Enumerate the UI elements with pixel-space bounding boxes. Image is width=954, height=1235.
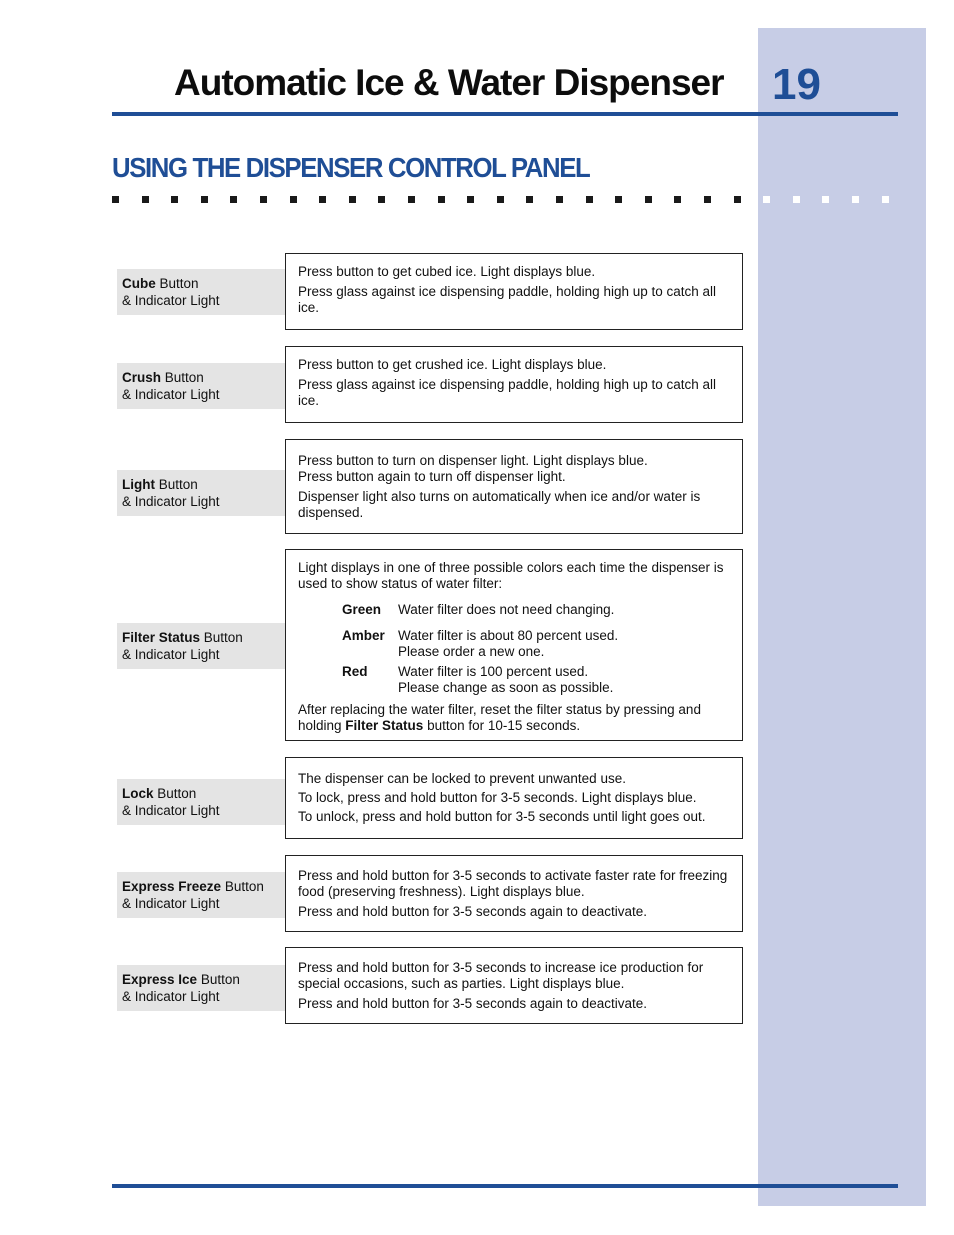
divider-dot: [556, 196, 563, 203]
description-line: To lock, press and hold button for 3-5 seconds. Light displays blue.: [298, 790, 697, 805]
description-line: Press button to get cubed ice. Light displays blue.: [298, 264, 596, 279]
divider-dot: [734, 196, 741, 203]
label-suffix: Button: [197, 972, 240, 987]
label-name: Lock: [122, 786, 154, 801]
description-line: Press and hold button for 3-5 seconds again to deactivate.: [298, 996, 647, 1011]
label-subtitle: & Indicator Light: [122, 803, 220, 818]
label-subtitle: & Indicator Light: [122, 896, 220, 911]
description-line: Press button again to turn off dispenser light.: [298, 469, 566, 484]
section-heading: USING THE DISPENSER CONTROL PANEL: [112, 152, 590, 183]
color-desc-line: Water filter is about 80 percent used.: [398, 628, 619, 643]
description-line: Press and hold button for 3-5 seconds to activate faster rate for freezing food (preserving freshness). Light displays blue.: [298, 868, 728, 899]
filter-intro: Light displays in one of three possible colors each time the dispenser is used to show status of water filter:: [298, 560, 724, 591]
label-suffix: Button: [161, 370, 204, 385]
reset-text: After replacing the water filter, reset the filter status by pressing and holding: [298, 702, 701, 733]
description-line: Press button to get crushed ice. Light displays blue.: [298, 357, 607, 372]
description-line: The dispenser can be locked to prevent unwanted use.: [298, 771, 626, 786]
label-suffix: Button: [155, 477, 198, 492]
divider-dot: [882, 196, 889, 203]
page-sidebar-band: [758, 28, 926, 1206]
divider-dot: [260, 196, 267, 203]
dot-divider: [112, 196, 902, 204]
divider-dot: [112, 196, 119, 203]
label-light-button: [117, 470, 285, 516]
label-subtitle: & Indicator Light: [122, 989, 220, 1004]
reset-text-bold: Filter Status: [345, 718, 424, 733]
divider-dot: [230, 196, 237, 203]
description-lock: [285, 757, 743, 839]
description-line: Dispenser light also turns on automatically when ice and/or water is dispensed.: [298, 489, 701, 520]
divider-dot: [201, 196, 208, 203]
footer-rule: [112, 1184, 898, 1188]
color-description: [398, 628, 730, 660]
description-line: Press glass against ice dispensing paddle, holding high up to catch all ice.: [298, 377, 717, 408]
divider-dot: [763, 196, 770, 203]
divider-dot: [467, 196, 474, 203]
label-crush-button: [117, 363, 285, 409]
label-name: Express Ice: [122, 972, 198, 987]
filter-reset-instructions: [298, 702, 730, 734]
divider-dot: [704, 196, 711, 203]
divider-dot: [142, 196, 149, 203]
label-name: Light: [122, 477, 155, 492]
label-subtitle: & Indicator Light: [122, 387, 220, 402]
label-suffix: Button: [221, 879, 264, 894]
page-title: Automatic Ice & Water Dispenser: [174, 62, 724, 103]
description-line: Press and hold button for 3-5 seconds again to deactivate.: [298, 904, 647, 919]
divider-dot: [526, 196, 533, 203]
label-subtitle: & Indicator Light: [122, 293, 220, 308]
divider-dot: [378, 196, 385, 203]
description-line: To unlock, press and hold button for 3-5 seconds until light goes out.: [298, 809, 706, 824]
divider-dot: [793, 196, 800, 203]
divider-dot: [497, 196, 504, 203]
description-filter-status: [285, 549, 743, 741]
label-filter-status-button: [117, 623, 285, 669]
filter-color-green: [298, 602, 730, 618]
label-name: Cube: [122, 276, 156, 291]
label-subtitle: & Indicator Light: [122, 494, 220, 509]
divider-dot: [586, 196, 593, 203]
color-desc-line: Please order a new one.: [398, 644, 545, 659]
description-express-ice: [285, 947, 743, 1024]
color-desc-line: Water filter is 100 percent used.: [398, 664, 589, 679]
filter-color-amber: [298, 628, 730, 660]
page-number: 19: [772, 60, 821, 109]
label-name: Filter Status: [122, 630, 201, 645]
label-suffix: Button: [200, 630, 243, 645]
label-express-freeze-button: [117, 872, 285, 918]
label-subtitle: & Indicator Light: [122, 647, 220, 662]
description-cube: [285, 253, 743, 330]
divider-dot: [319, 196, 326, 203]
description-line: Press glass against ice dispensing paddle, holding high up to catch all ice.: [298, 284, 717, 315]
label-lock-button: [117, 779, 285, 825]
description-light: [285, 439, 743, 534]
divider-dot: [349, 196, 356, 203]
divider-dot: [645, 196, 652, 203]
divider-dot: [615, 196, 622, 203]
divider-dot: [674, 196, 681, 203]
divider-dot: [290, 196, 297, 203]
label-name: Crush: [122, 370, 162, 385]
label-name: Express Freeze: [122, 879, 222, 894]
description-express-freeze: [285, 855, 743, 932]
divider-dot: [438, 196, 445, 203]
color-description: [398, 664, 730, 696]
label-express-ice-button: [117, 965, 285, 1011]
reset-text: button for 10-15 seconds.: [423, 718, 581, 733]
filter-color-red: [298, 664, 730, 696]
color-desc-line: Water filter does not need changing.: [398, 602, 615, 617]
description-line: Press button to turn on dispenser light. Light displays blue.: [298, 453, 648, 468]
label-suffix: Button: [153, 786, 197, 801]
color-name: Red: [342, 664, 368, 679]
label-suffix: Button: [155, 276, 199, 291]
divider-dot: [408, 196, 415, 203]
divider-dot: [822, 196, 829, 203]
color-name: Amber: [342, 628, 385, 643]
color-desc-line: Please change as soon as possible.: [398, 680, 614, 695]
description-line: Press and hold button for 3-5 seconds to increase ice production for special occasions, such as parties. Light displays blue.: [298, 960, 704, 991]
header-rule: [112, 112, 898, 116]
label-cube-button: [117, 269, 285, 315]
divider-dot: [852, 196, 859, 203]
color-description: [398, 602, 730, 618]
color-name: Green: [342, 602, 382, 617]
description-crush: [285, 346, 743, 423]
divider-dot: [171, 196, 178, 203]
